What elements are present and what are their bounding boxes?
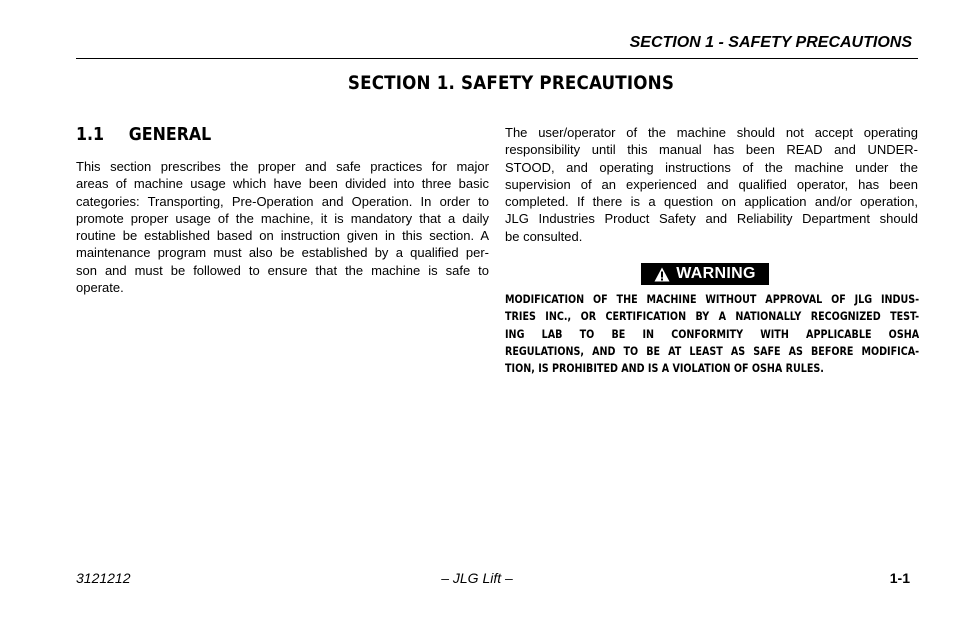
- operator-paragraph: [505, 124, 918, 245]
- paragraph-line: supervision of an experienced and qualified operator, has been: [505, 176, 918, 192]
- warning-badge: [641, 263, 769, 285]
- warning-line: REGULATIONS, AND TO BE AT LEAST AS SAFE AS BEFORE MODIFICA-: [505, 343, 920, 358]
- paragraph-line: responsibility until this manual has been READ and UNDER-: [505, 142, 918, 158]
- paragraph-line: JLG Industries Product Safety and Reliability Department should: [505, 211, 918, 227]
- warning-label: WARNING: [676, 265, 756, 282]
- subsection-number: 1.1: [76, 124, 105, 145]
- section-title: SECTION 1. SAFETY PRECAUTIONS: [347, 72, 675, 94]
- subsection-title: GENERAL: [128, 124, 212, 145]
- paragraph-line: This section prescribes the proper and safe practices for major: [76, 159, 489, 174]
- footer-doc-number: 3121212: [76, 570, 131, 586]
- paragraph-line: promote proper usage of the machine, it is mandatory that a daily: [76, 210, 489, 226]
- paragraph-line: maintenance program must also be established by a qualified per-: [76, 245, 489, 261]
- warning-line: TRIES INC., OR CERTIFICATION BY A NATIONALLY RECOGNIZED TEST-: [505, 309, 920, 324]
- paragraph-line: categories: Transporting, Pre-Operation and Operation. In order to: [76, 193, 489, 209]
- paragraph-line: operate.: [76, 280, 124, 296]
- paragraph-line: STOOD, and operating instructions of the machine under the: [505, 159, 918, 175]
- warning-line: MODIFICATION OF THE MACHINE WITHOUT APPROVAL OF JLG INDUS-: [505, 292, 920, 306]
- warning-text: [505, 291, 919, 377]
- warning-line: TION, IS PROHIBITED AND IS A VIOLATION OF OSHA RULES.: [505, 361, 824, 376]
- paragraph-line: son and must be followed to ensure that the machine is safe to: [76, 262, 489, 278]
- footer-brand: – JLG Lift –: [441, 570, 513, 586]
- paragraph-line: be consulted.: [505, 228, 583, 244]
- paragraph-line: areas of machine usage which have been divided into three basic: [76, 176, 489, 192]
- paragraph-line: routine be established based on instruction given in this section. A: [76, 228, 489, 244]
- paragraph-line: completed. If there is a question on application and/or operation,: [505, 194, 918, 210]
- paragraph-line: The user/operator of the machine should not accept operating: [505, 125, 918, 140]
- header-rule: [76, 58, 918, 59]
- warning-line: ING LAB TO BE IN CONFORMITY WITH APPLICABLE OSHA: [505, 326, 920, 341]
- footer-page-number: 1-1: [889, 570, 910, 586]
- subsection-heading: [76, 124, 211, 145]
- general-paragraph: [76, 158, 489, 296]
- running-header: SECTION 1 - SAFETY PRECAUTIONS: [629, 34, 912, 51]
- warning-triangle-icon: [654, 267, 670, 282]
